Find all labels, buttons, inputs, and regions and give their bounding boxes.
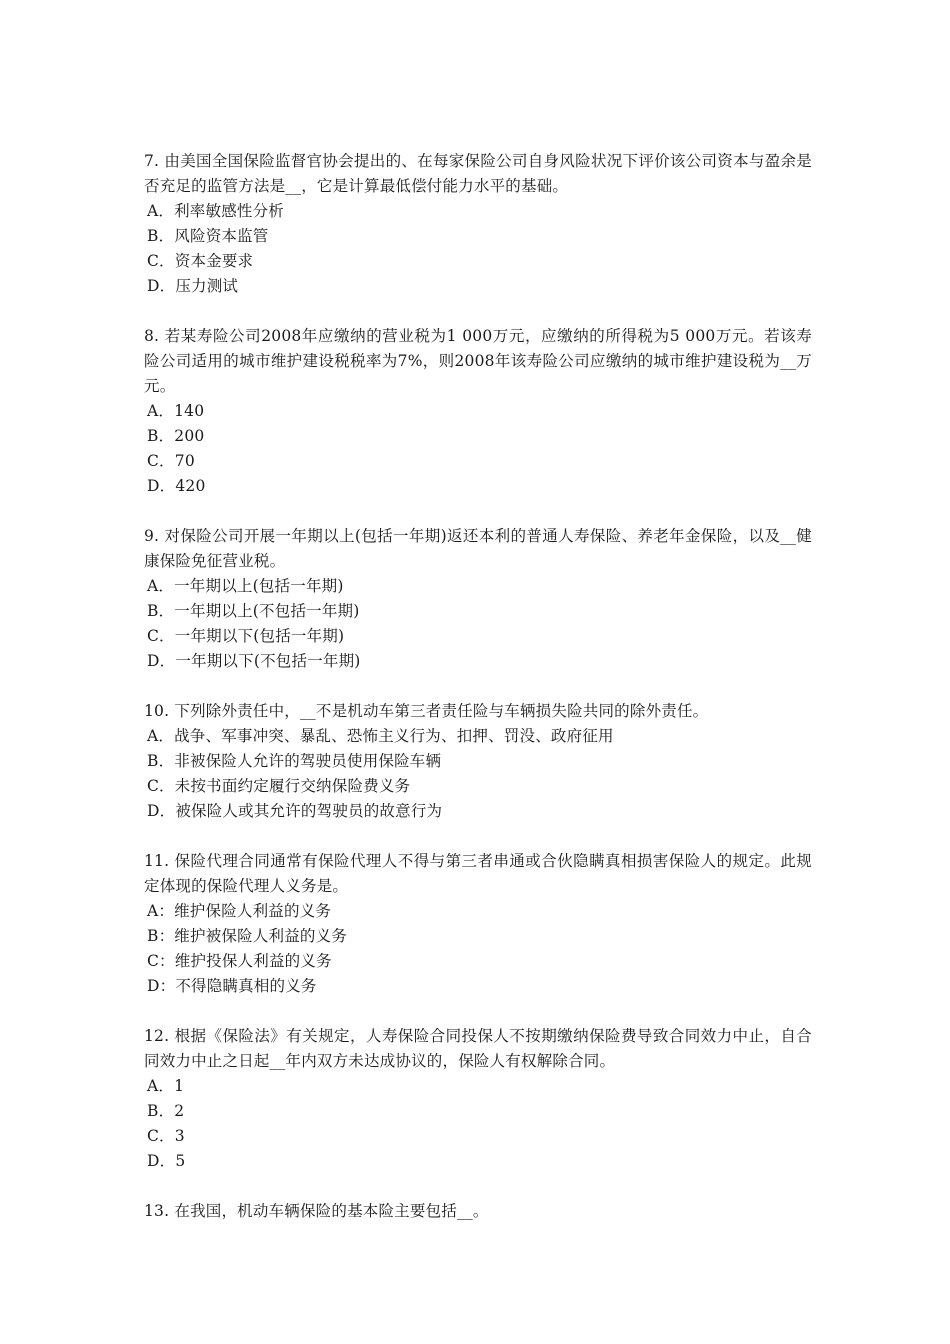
question-7 <box>144 149 812 299</box>
option-d: D．一年期以下(不包括一年期) <box>147 652 361 670</box>
option-b: B：维护被保险人利益的义务 <box>147 927 347 945</box>
option-a: A：维护保险人利益的义务 <box>147 902 332 920</box>
option-b: B．2 <box>147 1102 185 1120</box>
option-c: C：维护投保人利益的义务 <box>147 952 332 970</box>
option-c: C．70 <box>147 452 195 470</box>
option-a: A．战争、军事冲突、暴乱、恐怖主义行为、扣押、罚没、政府征用 <box>147 727 614 745</box>
option-c: C．一年期以下(包括一年期) <box>147 627 345 645</box>
question-stem: 8. 若某寿险公司2008年应缴纳的营业税为1 000万元，应缴纳的所得税为5 000万元。若该寿险公司适用的城市维护建设税税率为7%，则2008年该寿险公司应缴纳的城市维护建设税为__万元。 <box>144 327 812 395</box>
option-d: D．被保险人或其允许的驾驶员的故意行为 <box>147 802 443 820</box>
question-stem: 13. 在我国，机动车辆保险的基本险主要包括__。 <box>144 1202 489 1220</box>
option-d: D：不得隐瞒真相的义务 <box>147 977 317 995</box>
question-9 <box>144 524 812 674</box>
option-a: A．一年期以上(包括一年期) <box>147 577 344 595</box>
question-stem: 9. 对保险公司开展一年期以上(包括一年期)返还本利的普通人寿保险、养老年金保险，以及__健康保险免征营业税。 <box>144 527 812 570</box>
question-13 <box>144 1199 812 1224</box>
option-b: B．非被保险人允许的驾驶员使用保险车辆 <box>147 752 442 770</box>
question-8 <box>144 324 812 499</box>
option-d: D．压力测试 <box>147 277 239 295</box>
option-a: A．利率敏感性分析 <box>147 202 284 220</box>
option-b: B．200 <box>147 427 205 445</box>
question-stem: 10. 下列除外责任中，__不是机动车第三者责任险与车辆损失险共同的除外责任。 <box>144 702 709 720</box>
question-list <box>144 149 812 1249</box>
option-d: D．5 <box>147 1152 186 1170</box>
option-c: C．未按书面约定履行交纳保险费义务 <box>147 777 411 795</box>
question-stem: 7. 由美国全国保险监督官协会提出的、在每家保险公司自身风险状况下评价该公司资本与盈余是否充足的监管方法是__，它是计算最低偿付能力水平的基础。 <box>144 152 812 195</box>
option-b: B．一年期以上(不包括一年期) <box>147 602 360 620</box>
option-a: A．140 <box>147 402 205 420</box>
option-b: B．风险资本监管 <box>147 227 269 245</box>
question-12 <box>144 1024 812 1174</box>
question-10 <box>144 699 812 824</box>
question-11 <box>144 849 812 999</box>
question-stem: 11. 保险代理合同通常有保险代理人不得与第三者串通或合伙隐瞒真相损害保险人的规定。此规定体现的保险代理人义务是。 <box>144 852 812 895</box>
question-stem: 12. 根据《保险法》有关规定，人寿保险合同投保人不按期缴纳保险费导致合同效力中止，自合同效力中止之日起__年内双方未达成协议的，保险人有权解除合同。 <box>144 1027 812 1070</box>
option-d: D．420 <box>147 477 206 495</box>
option-c: C．3 <box>147 1127 185 1145</box>
option-a: A．1 <box>147 1077 185 1095</box>
option-c: C．资本金要求 <box>147 252 254 270</box>
